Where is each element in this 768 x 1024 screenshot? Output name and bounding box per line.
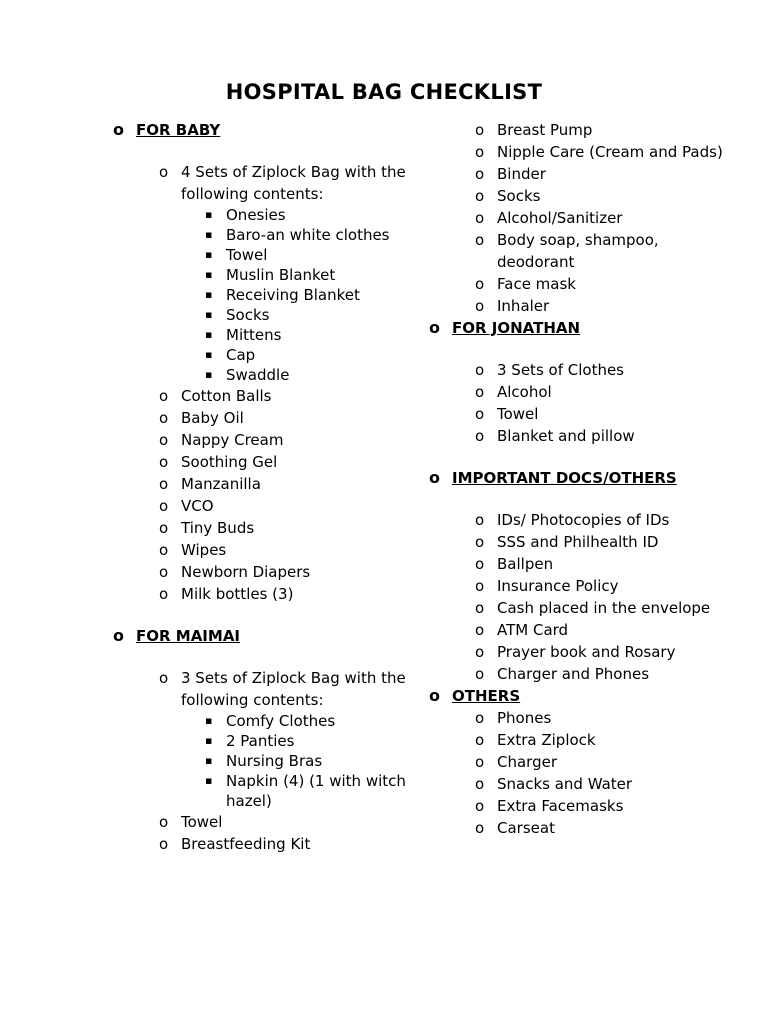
section-heading-label: FOR MAIMAI bbox=[136, 627, 241, 645]
circle-bullet-icon: o bbox=[429, 318, 440, 337]
checklist-item-ballpen bbox=[424, 553, 724, 575]
checklist-item-muslin-blanket bbox=[108, 265, 428, 285]
item-label: Newborn Diapers bbox=[181, 563, 311, 581]
circle-bullet-icon: o bbox=[475, 231, 485, 249]
checklist-item-socks bbox=[424, 185, 724, 207]
item-label: 2 Panties bbox=[226, 732, 295, 750]
circle-bullet-icon: o bbox=[159, 163, 169, 181]
checklist-item-towel bbox=[108, 811, 428, 833]
item-label: Charger bbox=[497, 753, 557, 771]
circle-bullet-icon: o bbox=[159, 541, 169, 559]
checklist-item-ids-photocopies-of-ids bbox=[424, 509, 724, 531]
checklist-item-nursing-bras bbox=[108, 751, 428, 771]
item-label: 3 Sets of Clothes bbox=[497, 361, 625, 379]
circle-bullet-icon: o bbox=[475, 427, 485, 445]
circle-bullet-icon: o bbox=[429, 686, 440, 705]
checklist-item-vco bbox=[108, 495, 428, 517]
item-label: Alcohol bbox=[497, 383, 552, 401]
square-bullet-icon: ▪ bbox=[205, 288, 213, 301]
item-label: Breast Pump bbox=[497, 121, 593, 139]
circle-bullet-icon: o bbox=[159, 585, 169, 603]
section-heading-label: FOR BABY bbox=[136, 121, 221, 139]
checklist-item-insurance-policy bbox=[424, 575, 724, 597]
item-label: SSS and Philhealth ID bbox=[497, 533, 659, 551]
item-label: VCO bbox=[181, 497, 214, 515]
left-column bbox=[108, 119, 428, 855]
item-label: Prayer book and Rosary bbox=[497, 643, 676, 661]
item-label: Baby Oil bbox=[181, 409, 244, 427]
item-label: Napkin (4) (1 with witch hazel) bbox=[226, 772, 406, 810]
spacer bbox=[108, 141, 428, 161]
checklist-item-cap bbox=[108, 345, 428, 365]
spacer bbox=[108, 647, 428, 667]
square-bullet-icon: ▪ bbox=[205, 368, 213, 381]
section-heading-label: OTHERS bbox=[452, 687, 521, 705]
square-bullet-icon: ▪ bbox=[205, 734, 213, 747]
item-label: Carseat bbox=[497, 819, 555, 837]
checklist-item-sss-and-philhealth-id bbox=[424, 531, 724, 553]
item-label: Face mask bbox=[497, 275, 576, 293]
checklist-item-4-sets-of-ziplock-bag-with-the-following-contents bbox=[108, 161, 428, 205]
circle-bullet-icon: o bbox=[475, 187, 485, 205]
square-bullet-icon: ▪ bbox=[205, 754, 213, 767]
checklist-item-charger bbox=[424, 751, 724, 773]
checklist-item-phones bbox=[424, 707, 724, 729]
item-label: Inhaler bbox=[497, 297, 550, 315]
circle-bullet-icon: o bbox=[475, 775, 485, 793]
item-label: Binder bbox=[497, 165, 546, 183]
circle-bullet-icon: o bbox=[475, 275, 485, 293]
circle-bullet-icon: o bbox=[429, 468, 440, 487]
item-label: Ballpen bbox=[497, 555, 554, 573]
page-title: HOSPITAL BAG CHECKLIST bbox=[225, 80, 543, 104]
checklist-item-baro-an-white-clothes bbox=[108, 225, 428, 245]
circle-bullet-icon: o bbox=[159, 669, 169, 687]
item-label: Alcohol/Sanitizer bbox=[497, 209, 623, 227]
checklist-item-newborn-diapers bbox=[108, 561, 428, 583]
circle-bullet-icon: o bbox=[475, 121, 485, 139]
item-label: IDs/ Photocopies of IDs bbox=[497, 511, 670, 529]
item-label: ATM Card bbox=[497, 621, 569, 639]
circle-bullet-icon: o bbox=[475, 709, 485, 727]
item-label: Blanket and pillow bbox=[497, 427, 635, 445]
circle-bullet-icon: o bbox=[159, 387, 169, 405]
square-bullet-icon: ▪ bbox=[205, 308, 213, 321]
item-label: Baro-an white clothes bbox=[226, 226, 390, 244]
square-bullet-icon: ▪ bbox=[205, 208, 213, 221]
circle-bullet-icon: o bbox=[159, 409, 169, 427]
circle-bullet-icon: o bbox=[475, 577, 485, 595]
circle-bullet-icon: o bbox=[159, 475, 169, 493]
section-heading-for-jonathan bbox=[424, 317, 724, 339]
circle-bullet-icon: o bbox=[475, 621, 485, 639]
circle-bullet-icon: o bbox=[475, 143, 485, 161]
checklist-item-cash-placed-in-the-envelope bbox=[424, 597, 724, 619]
circle-bullet-icon: o bbox=[475, 165, 485, 183]
item-label: Extra Ziplock bbox=[497, 731, 596, 749]
checklist-item-3-sets-of-clothes bbox=[424, 359, 724, 381]
spacer bbox=[424, 489, 724, 509]
checklist-item-breastfeeding-kit bbox=[108, 833, 428, 855]
checklist-item-prayer-book-and-rosary bbox=[424, 641, 724, 663]
item-label: Mittens bbox=[226, 326, 282, 344]
item-label: Milk bottles (3) bbox=[181, 585, 294, 603]
checklist-item-extra-ziplock bbox=[424, 729, 724, 751]
item-label: Swaddle bbox=[226, 366, 290, 384]
item-label: Cap bbox=[226, 346, 256, 364]
circle-bullet-icon: o bbox=[159, 453, 169, 471]
item-label: Insurance Policy bbox=[497, 577, 619, 595]
item-label: Nipple Care (Cream and Pads) bbox=[497, 143, 723, 161]
checklist-item-inhaler bbox=[424, 295, 724, 317]
circle-bullet-icon: o bbox=[475, 665, 485, 683]
item-label: 3 Sets of Ziplock Bag with the following contents: bbox=[181, 669, 406, 709]
item-label: Cotton Balls bbox=[181, 387, 272, 405]
item-label: Towel bbox=[226, 246, 268, 264]
checklist-item-napkin-4-1-with-witch-hazel bbox=[108, 771, 428, 811]
checklist-item-breast-pump bbox=[424, 119, 724, 141]
checklist-item-charger-and-phones bbox=[424, 663, 724, 685]
circle-bullet-icon: o bbox=[475, 405, 485, 423]
item-label: Towel bbox=[497, 405, 539, 423]
circle-bullet-icon: o bbox=[475, 511, 485, 529]
checklist-item-snacks-and-water bbox=[424, 773, 724, 795]
checklist-item-comfy-clothes bbox=[108, 711, 428, 731]
circle-bullet-icon: o bbox=[475, 819, 485, 837]
item-label: Extra Facemasks bbox=[497, 797, 624, 815]
checklist-item-manzanilla bbox=[108, 473, 428, 495]
circle-bullet-icon: o bbox=[475, 383, 485, 401]
circle-bullet-icon: o bbox=[475, 361, 485, 379]
item-label: Phones bbox=[497, 709, 552, 727]
circle-bullet-icon: o bbox=[159, 835, 169, 853]
item-label: Nappy Cream bbox=[181, 431, 284, 449]
square-bullet-icon: ▪ bbox=[205, 268, 213, 281]
circle-bullet-icon: o bbox=[475, 753, 485, 771]
checklist-item-nappy-cream bbox=[108, 429, 428, 451]
circle-bullet-icon: o bbox=[475, 533, 485, 551]
checklist-item-carseat bbox=[424, 817, 724, 839]
item-label: Body soap, shampoo, deodorant bbox=[497, 231, 659, 271]
circle-bullet-icon: o bbox=[113, 120, 124, 139]
circle-bullet-icon: o bbox=[475, 297, 485, 315]
spacer bbox=[108, 605, 428, 625]
checklist-item-towel bbox=[424, 403, 724, 425]
section-heading-important-docs-others bbox=[424, 467, 724, 489]
checklist-item-2-panties bbox=[108, 731, 428, 751]
spacer bbox=[424, 339, 724, 359]
checklist-item-towel bbox=[108, 245, 428, 265]
item-label: Breastfeeding Kit bbox=[181, 835, 311, 853]
item-label: Snacks and Water bbox=[497, 775, 633, 793]
circle-bullet-icon: o bbox=[159, 519, 169, 537]
item-label: Muslin Blanket bbox=[226, 266, 336, 284]
checklist-item-3-sets-of-ziplock-bag-with-the-following-contents bbox=[108, 667, 428, 711]
square-bullet-icon: ▪ bbox=[205, 248, 213, 261]
circle-bullet-icon: o bbox=[159, 431, 169, 449]
checklist-item-alcohol-sanitizer bbox=[424, 207, 724, 229]
item-label: Nursing Bras bbox=[226, 752, 323, 770]
right-column bbox=[424, 119, 724, 839]
checklist-item-extra-facemasks bbox=[424, 795, 724, 817]
item-label: Cash placed in the envelope bbox=[497, 599, 711, 617]
checklist-item-alcohol bbox=[424, 381, 724, 403]
checklist-item-milk-bottles-3 bbox=[108, 583, 428, 605]
item-label: Comfy Clothes bbox=[226, 712, 336, 730]
item-label: Charger and Phones bbox=[497, 665, 650, 683]
item-label: Onesies bbox=[226, 206, 286, 224]
item-label: 4 Sets of Ziplock Bag with the following contents: bbox=[181, 163, 406, 203]
checklist-item-wipes bbox=[108, 539, 428, 561]
square-bullet-icon: ▪ bbox=[205, 714, 213, 727]
checklist-item-tiny-buds bbox=[108, 517, 428, 539]
checklist-item-blanket-and-pillow bbox=[424, 425, 724, 447]
section-heading-label: IMPORTANT DOCS/OTHERS bbox=[452, 469, 677, 487]
checklist-item-atm-card bbox=[424, 619, 724, 641]
checklist-item-binder bbox=[424, 163, 724, 185]
checklist-item-cotton-balls bbox=[108, 385, 428, 407]
square-bullet-icon: ▪ bbox=[205, 348, 213, 361]
circle-bullet-icon: o bbox=[475, 555, 485, 573]
circle-bullet-icon: o bbox=[475, 643, 485, 661]
checklist-item-face-mask bbox=[424, 273, 724, 295]
circle-bullet-icon: o bbox=[159, 563, 169, 581]
item-label: Towel bbox=[181, 813, 223, 831]
checklist-item-mittens bbox=[108, 325, 428, 345]
circle-bullet-icon: o bbox=[113, 626, 124, 645]
checklist-item-swaddle bbox=[108, 365, 428, 385]
spacer bbox=[424, 447, 724, 467]
checklist-item-soothing-gel bbox=[108, 451, 428, 473]
item-label: Manzanilla bbox=[181, 475, 261, 493]
section-heading-for-maimai bbox=[108, 625, 428, 647]
item-label: Soothing Gel bbox=[181, 453, 278, 471]
item-label: Wipes bbox=[181, 541, 227, 559]
circle-bullet-icon: o bbox=[475, 731, 485, 749]
circle-bullet-icon: o bbox=[475, 599, 485, 617]
checklist-item-receiving-blanket bbox=[108, 285, 428, 305]
item-label: Receiving Blanket bbox=[226, 286, 360, 304]
checklist-item-socks bbox=[108, 305, 428, 325]
section-heading-others bbox=[424, 685, 724, 707]
item-label: Socks bbox=[497, 187, 541, 205]
checklist-item-body-soap-shampoo-deodorant bbox=[424, 229, 724, 273]
circle-bullet-icon: o bbox=[475, 797, 485, 815]
checklist-item-baby-oil bbox=[108, 407, 428, 429]
square-bullet-icon: ▪ bbox=[205, 228, 213, 241]
section-heading-for-baby bbox=[108, 119, 428, 141]
square-bullet-icon: ▪ bbox=[205, 328, 213, 341]
circle-bullet-icon: o bbox=[475, 209, 485, 227]
section-heading-label: FOR JONATHAN bbox=[452, 319, 581, 337]
item-label: Socks bbox=[226, 306, 270, 324]
item-label: Tiny Buds bbox=[181, 519, 255, 537]
circle-bullet-icon: o bbox=[159, 497, 169, 515]
checklist-item-onesies bbox=[108, 205, 428, 225]
circle-bullet-icon: o bbox=[159, 813, 169, 831]
checklist-item-nipple-care-cream-and-pads bbox=[424, 141, 724, 163]
square-bullet-icon: ▪ bbox=[205, 774, 213, 787]
